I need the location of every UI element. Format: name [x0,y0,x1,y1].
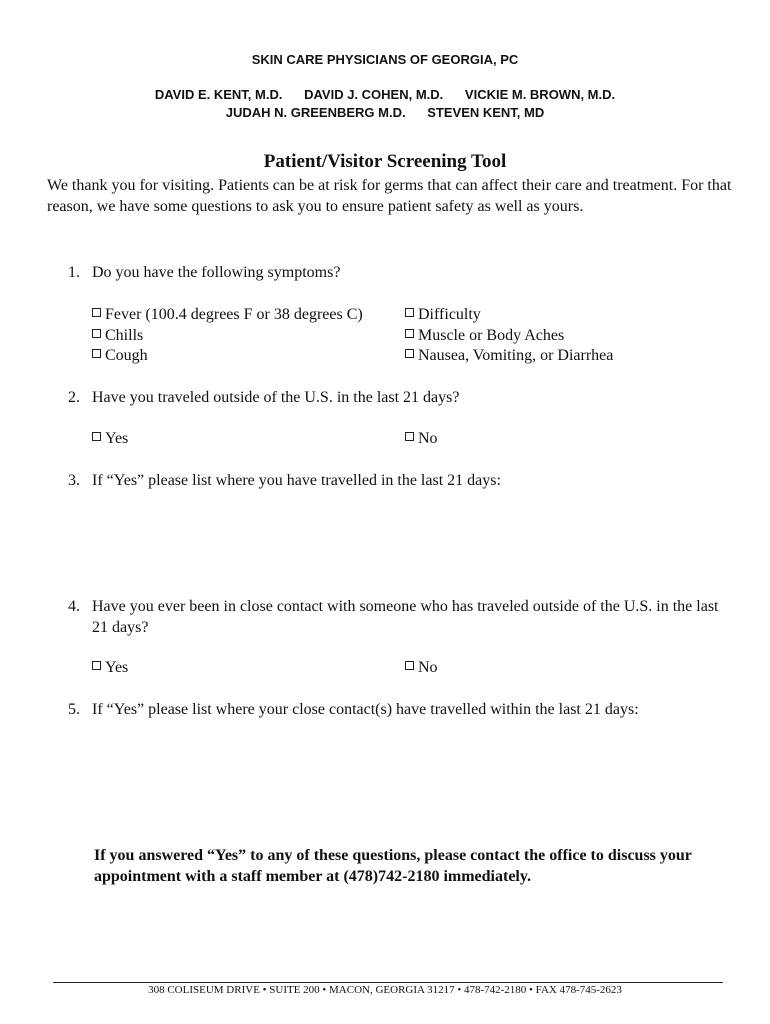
closing-notice: If you answered “Yes” to any of these questions, please contact the office to discuss your appointment with a staff member at (478)742-2180 immediately. [94,847,692,885]
option-fever[interactable]: Fever (100.4 degrees F or 38 degrees C) [92,304,363,325]
footer-divider [53,982,723,983]
question-number: 3. [68,472,80,489]
option-yes[interactable]: Yes [92,657,128,678]
physician-name: VICKIE M. BROWN, M.D. [464,87,616,102]
question-text: Have you traveled outside of the U.S. in the last 21 days? [92,389,460,406]
checkbox-icon[interactable] [405,349,414,358]
question-text: Have you ever been in close contact with someone who has traveled outside of the U.S. in the last 21 days? [92,598,719,636]
form-title: Patient/Visitor Screening Tool [263,151,507,172]
checkbox-icon[interactable] [92,661,101,670]
checkbox-icon[interactable] [405,329,414,338]
question-number: 2. [68,389,80,406]
checkbox-icon[interactable] [92,432,101,441]
question-number: 5. [68,701,80,718]
checkbox-icon[interactable] [405,661,414,670]
question-number: 4. [68,598,80,615]
physician-name: STEVEN KENT, MD [427,105,545,120]
option-yes[interactable]: Yes [92,428,128,449]
physicians-line-2 [0,105,770,120]
checkbox-icon[interactable] [405,308,414,317]
practice-name: SKIN CARE PHYSICIANS OF GEORGIA, PC [251,52,519,67]
checkbox-icon[interactable] [405,432,414,441]
question-number: 1. [68,264,80,281]
option-muscle-aches[interactable]: Muscle or Body Aches [405,325,564,346]
question-text: If “Yes” please list where you have travelled in the last 21 days: [92,472,501,489]
intro-paragraph: We thank you for visiting. Patients can be at risk for germs that can affect their care and treatment. For that reason, we have some questions to ask you to ensure patient safety as well as yours. [47,177,732,215]
question-text: Do you have the following symptoms? [92,264,341,281]
physician-name: JUDAH N. GREENBERG M.D. [225,105,406,120]
option-difficulty[interactable]: Difficulty [405,304,481,325]
question-text: If “Yes” please list where your close contact(s) have travelled within the last 21 days: [92,701,639,718]
physician-name: DAVID J. COHEN, M.D. [304,87,444,102]
option-chills[interactable]: Chills [92,325,143,346]
option-no[interactable]: No [405,657,438,678]
checkbox-icon[interactable] [92,308,101,317]
physician-name: DAVID E. KENT, M.D. [154,87,283,102]
checkbox-icon[interactable] [92,329,101,338]
option-cough[interactable]: Cough [92,345,148,366]
option-nausea[interactable]: Nausea, Vomiting, or Diarrhea [405,345,613,366]
checkbox-icon[interactable] [92,349,101,358]
physicians-line-1 [0,87,770,102]
footer-address: 308 COLISEUM DRIVE • SUITE 200 • MACON, GEORGIA 31217 • 478-742-2180 • FAX 478-745-2623 [148,984,622,996]
option-no[interactable]: No [405,428,438,449]
